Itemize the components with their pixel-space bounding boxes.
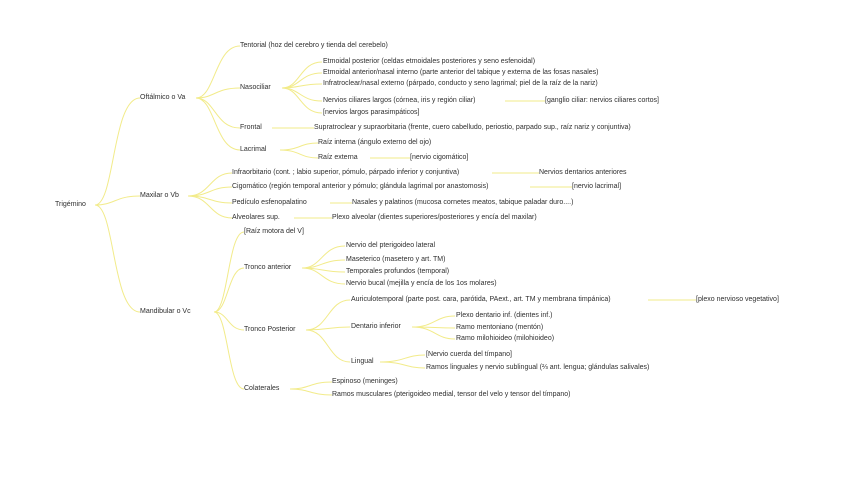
note-ganglio-ciliar: [ganglio ciliar: nervios ciliares cortos]	[545, 97, 659, 104]
connector-va-nasociliar	[196, 88, 240, 98]
leaf-ramos-linguales: Ramos linguales y nervio sublingual (⅔ ant. lengua; glándulas salivales)	[426, 364, 650, 371]
branch-maxilar: Maxilar o Vb	[140, 192, 179, 199]
connector-vc-colaterales	[214, 312, 244, 389]
connector-lacrimal-2	[280, 150, 318, 158]
leaf-ramos-musculares: Ramos musculares (pterigoideo medial, tensor del velo y tensor del tímpano)	[332, 391, 571, 398]
note-nervio-lacrimal: [nervio lacrimal]	[572, 183, 622, 190]
leaf-etmoidal-anterior: Etmoidal anterior/nasal interno (parte anterior del tabique y externa de las fosas nasales)	[323, 69, 599, 76]
connector-col-1	[290, 382, 332, 389]
note-plexo-vegetativo: [plexo nervioso vegetativo]	[696, 296, 779, 303]
leaf-nervio-bucal: Nervio bucal (mejilla y encía de los 1os molares)	[346, 280, 497, 287]
node-tentorial: Tentorial (hoz del cerebro y tienda del cerebelo)	[240, 42, 388, 49]
note-plexo-alveolar: Plexo alveolar (dientes superiores/posteriores y encía del maxilar)	[332, 214, 537, 221]
node-cigomatico: Cigomático (región temporal anterior y pómulo; glándula lagrimal por anastomosis)	[232, 183, 489, 190]
node-colaterales: Colaterales	[244, 385, 280, 392]
note-dentarios-anteriores: Nervios dentarios anteriores	[539, 169, 627, 176]
connector-vc-tronco-anterior	[214, 268, 244, 312]
leaf-etmoidal-posterior: Etmoidal posterior (celdas etmoidales posteriores y seno esfenoidal)	[323, 58, 536, 65]
connector-va-tentorial	[196, 46, 240, 98]
leaf-raiz-externa: Raíz externa	[318, 154, 358, 161]
connector-ta-1	[302, 246, 345, 268]
node-infraorbitario: Infraorbitario (cont. ; labio superior, pómulo, párpado inferior y conjuntiva)	[232, 169, 460, 176]
leaf-auriculotemporal: Auriculotemporal (parte post. cara, parótida, PAext., art. TM y membrana timpánica)	[351, 296, 611, 303]
connector-lacrimal-1	[280, 143, 318, 150]
connector-nasociliar-3	[282, 84, 322, 88]
connector-lingual-2	[380, 362, 425, 368]
leaf-plexo-dentario: Plexo dentario inf. (dientes inf.)	[456, 312, 553, 319]
node-lacrimal: Lacrimal	[240, 146, 267, 153]
leaf-supratroclear: Supratroclear y supraorbitaria (frente, cuero cabelludo, periostio, parpado sup., raíz nariz y conjuntiva)	[314, 124, 631, 131]
node-raiz-motora: [Raíz motora del V]	[244, 228, 304, 235]
node-dentario-inferior: Dentario inferior	[351, 323, 401, 330]
leaf-maseterico: Maseterico (masetero y art. TM)	[346, 256, 446, 263]
leaf-cuerda-timpano: [Nervio cuerda del tímpano]	[426, 351, 512, 358]
connector-tp-lingual	[306, 330, 350, 362]
leaf-infratroclear: Infratroclear/nasal externo (párpado, conducto y seno lagrimal; piel de la raíz de la nariz)	[323, 80, 598, 87]
branch-mandibular: Mandibular o Vc	[140, 308, 191, 315]
node-alveolares: Alveolares sup.	[232, 214, 280, 221]
leaf-ciliares-largos: Nervios ciliares largos (córnea, iris y región ciliar)	[323, 97, 476, 104]
connector-tp-auriculo	[306, 300, 350, 330]
connector-va-frontal	[196, 98, 240, 128]
leaf-ramo-milohioideo: Ramo milohioideo (milohioideo)	[456, 335, 555, 342]
connector-lingual-1	[380, 355, 425, 362]
node-tronco-anterior: Tronco anterior	[244, 264, 292, 271]
note-nervio-cigomatico: [nervio cigomático]	[410, 154, 469, 161]
node-pediculo: Pedículo esfenopalatino	[232, 199, 307, 206]
node-frontal: Frontal	[240, 124, 262, 131]
connector-nasociliar-4	[282, 88, 322, 101]
connector-dentario-1	[412, 316, 455, 327]
connector-col-2	[290, 389, 332, 395]
connector-dentario-3	[412, 327, 455, 339]
leaf-ramo-mentoniano: Ramo mentoniano (mentón)	[456, 324, 544, 331]
leaf-raiz-interna: Raíz interna (ángulo externo del ojo)	[318, 139, 432, 146]
connector-root-vc	[95, 205, 140, 312]
leaf-temporales-profundos: Temporales profundos (temporal)	[346, 268, 450, 275]
connector-va-lacrimal	[196, 98, 240, 150]
leaf-pterigoideo-lateral: Nervio del pterigoideo lateral	[346, 242, 436, 249]
branch-oftalmico: Oftálmico o Va	[140, 94, 186, 101]
node-tronco-posterior: Tronco Posterior	[244, 326, 296, 333]
connector-vc-raiz	[214, 232, 244, 312]
node-lingual: Lingual	[351, 358, 374, 365]
root-node-trigemino: Trigémino	[55, 201, 86, 208]
leaf-nervios-parasimpaticos: [nervios largos parasimpáticos]	[323, 109, 420, 116]
node-nasociliar: Nasociliar	[240, 84, 271, 91]
leaf-espinoso: Espinoso (meninges)	[332, 378, 398, 385]
note-nasales-palatinos: Nasales y palatinos (mucosa cornetes meatos, tabique paladar duro....)	[352, 199, 574, 206]
connector-vb-infraorbitario	[188, 173, 232, 196]
connector-root-va	[95, 98, 140, 205]
connector-vb-cigomatico	[188, 187, 232, 196]
